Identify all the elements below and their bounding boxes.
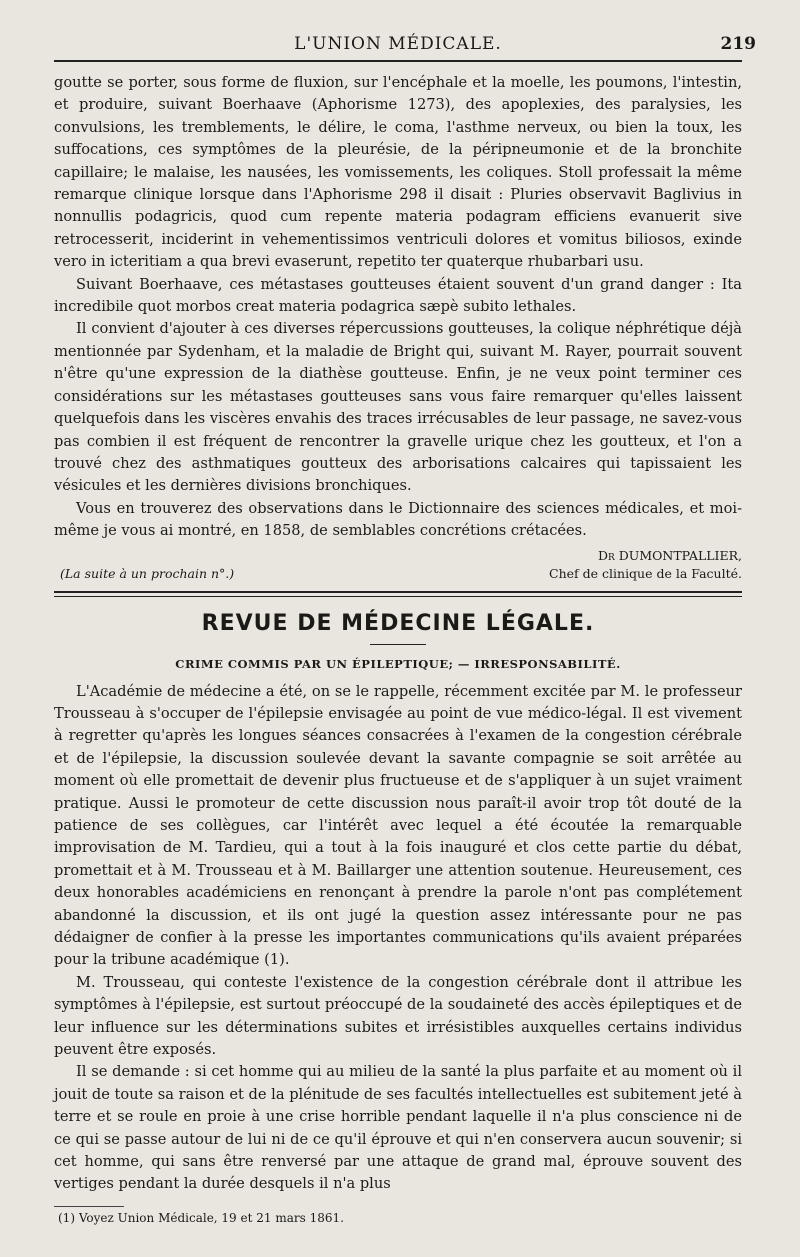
signature [549, 547, 742, 583]
paragraph: Il se demande : si cet homme qui au milieu de la santé la plus parfaite et au moment où il jouit de toute sa raison et de la plénitude de ses facultés intellectuelles est subitement jeté à terre et se roule en proie à une crise horrible pendant laquelle il n'a plus conscience ni de ce qui se passe autour de lui ni de ce qu'il éprouve et qui n'en conservera aucun souvenir; si cet homme, qui sans être renversé par une attaque de grand mal, éprouve souvent des vertiges pendant la durée desquels il n'a plus [54, 1063, 742, 1193]
running-title: L'UNION MÉDICALE. [294, 34, 502, 54]
paragraph: L'Académie de médecine a été, on se le rappelle, récemment excitée par M. le professeur Trousseau à s'occuper de l'épilepsie envisagée au point de vue médico-légal. Il est vivement à regretter qu'après les longues séances consacrées à l'examen de la congestion cérébrale et de l'épilepsie, la discussion soulevée devant la savante compagnie se soit arrêtée au moment où elle promettait de devenir plus fructueuse et de s'appliquer à un sujet vraiment pratique. Aussi le promoteur de cette discussion nous paraît-il avoir trop tôt douté de la patience de ses collègues, car l'intérêt avec lequel a été écoutée la remarquable improvisation de M. Tardieu, qui a tout à la fois inauguré et clos cette partie du débat, promettait et à M. Trousseau et à M. Baillarger une attention soutenue. Heureusement, ces deux honorables académiciens en renonçant à prendre la parole n'ont pas complétement abandonné la discussion, et ils ont jugé la question assez intéressante pour ne pas dédaigner de confier à la presse les importantes communications qu'ils avaient préparées pour la tribune académique (1). [54, 682, 742, 969]
paragraph: M. Trousseau, qui conteste l'existence de la congestion cérébrale dont il attribue les symptômes à l'épilepsie, est surtout préoccupé de la soudaineté des accès épileptiques et de leur influence sur les déterminations subites et irrésistibles auxquelles certains individus peuvent être exposés. [54, 973, 742, 1059]
continued-note: (La suite à un prochain n°.) [60, 565, 235, 581]
section-divider [54, 591, 742, 597]
footnote: (1) Voyez Union Médicale, 19 et 21 mars 1861. [58, 1210, 344, 1225]
section-previous-article [54, 72, 742, 583]
paragraph: goutte se porter, sous forme de fluxion, sur l'encéphale et la moelle, les poumons, l'intestin, et produire, suivant Boerhaave (Aphorisme 1273), des apoplexies, des paralysies, les convulsions, les tremblements, le délire, le coma, l'asthme nerveux, ou bien la toux, les suffocations, ces symptômes de la pleurésie, de la péripneumonie et de la bronchite capillaire; le malaise, les nausées, les vomissements, les coliques. Stoll professait la même remarque clinique lorsque dans l'Aphorisme 298 il disait : Pluries observavit Baglivius in nonnullis podagricis, quod cum repente materia podagram efficiens evanuerit sive retrocesserit, inciderint in vehementissimos ventriculi dolores et vomitus biliosos, exinde vero in icteritiam a qua brevi evaserunt, repetito ter quaterque rhubarbari usu. [54, 74, 742, 271]
paragraph: Il convient d'ajouter à ces diverses répercussions goutteuses, la colique néphrétique déjà mentionnée par Sydenham, et la maladie de Bright qui, suivant M. Rayer, pourrait souvent n'être qu'une expression de la diathèse goutteuse. Enfin, je ne veux point terminer ces considérations sur les métastases goutteuses sans vous faire remarquer qu'elles laissent quelquefois dans les viscères envahis des traces irrécusables de leur passage, ne savez-vous pas combien il est fréquent de rencontrer la gravelle urique chez les goutteux, et l'on a trouvé chez des asthmatiques goutteux des arborisations calcaires qui tapissaient les vésicules et les dernières divisions bronchiques. [54, 320, 742, 495]
paragraph: Vous en trouverez des observations dans le Dictionnaire des sciences médicales, et moi-même je vous ai montré, en 1858, de semblables concrétions crétacées. [54, 499, 742, 540]
section-title: REVUE DE MÉDECINE LÉGALE. [201, 610, 595, 636]
title-rule [370, 644, 426, 645]
running-head [54, 28, 756, 62]
signature-title: Chef de clinique de la Faculté. [549, 565, 742, 581]
section-legal-medicine [54, 681, 742, 1196]
article-title: CRIME COMMIS PAR UN ÉPILEPTIQUE; — IRRESPONSABILITÉ. [175, 656, 621, 671]
footnote-rule [54, 1206, 124, 1207]
signature-block [54, 547, 742, 583]
signature-name: Dr DUMONTPALLIER, [598, 547, 742, 563]
page-number: 219 [720, 34, 756, 54]
paragraph: Suivant Boerhaave, ces métastases goutteuses étaient souvent d'un grand danger : Ita incredibile quot morbos creat materia podagrica sæpè subito lethales. [54, 275, 742, 316]
